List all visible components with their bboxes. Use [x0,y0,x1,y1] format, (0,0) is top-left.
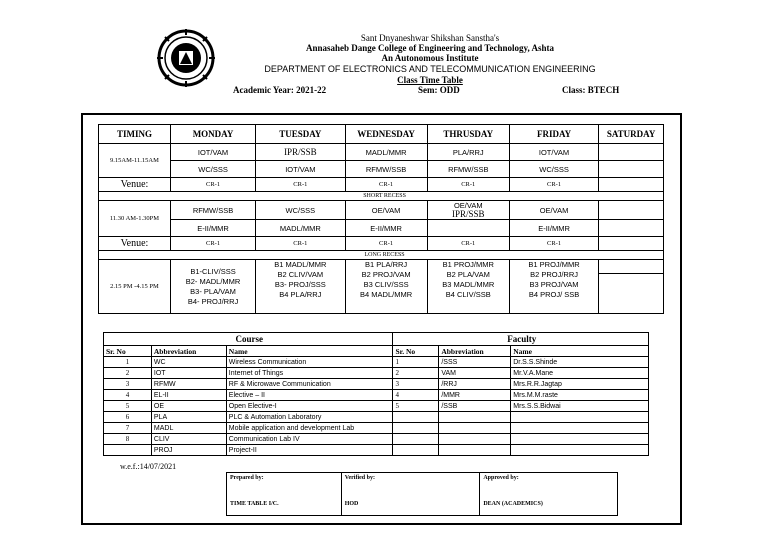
cell [599,144,664,161]
table-row [104,368,649,379]
cell-line: B3 PROJ/VAM [529,280,579,289]
venue-row-2 [99,237,664,251]
cell-line: B1 PROJ/MMR [528,260,580,269]
col-faculty-sr-no: Sr. No [393,346,439,357]
cell: OE/VAM [345,201,427,220]
cell: Elective – II [226,390,393,401]
slot2-row-a [99,201,664,220]
slot1-time: 9.15AM-11.15AM [99,144,171,178]
cell-thursday-lab [427,260,509,314]
cell: WC/SSS [256,201,345,220]
col-sr-no: Sr. No [104,346,152,357]
cell: PROJ [151,445,226,456]
cell: IOT/VAM [509,144,598,161]
verified-by-role: HOD [344,501,359,507]
cell: 5 [393,401,439,412]
cell: Wireless Communication [226,357,393,368]
prepared-by-cell [227,473,342,516]
cell [599,161,664,178]
long-recess-label: LONG RECESS [170,251,598,260]
semester: Sem: ODD [418,85,460,95]
class-label: Class: BTECH [562,85,620,95]
cell [439,412,511,423]
col-header-saturday: SATURDAY [599,125,664,144]
cell-monday-lab [170,260,255,314]
cell-tuesday-lab [256,260,345,314]
cell: MADL/MMR [345,144,427,161]
cell [599,237,664,251]
slot1-row-a [99,144,664,161]
cell: CR-1 [256,178,345,192]
faculty-title: Faculty [393,333,649,346]
cell: 1 [104,357,152,368]
cell: IOT [151,368,226,379]
cell: /MMR [439,390,511,401]
cell: /SSS [439,357,511,368]
verified-by-cell [341,473,480,516]
cell-line: B2- MADL/MMR [185,276,241,286]
cell-line: B3 MADL/MMR [442,280,495,289]
cell [427,220,509,237]
cell: CR-1 [170,237,255,251]
cell-line: B4 PROJ/ SSB [528,290,580,299]
cell: CR-1 [509,178,598,192]
cell: Mr.V.A.Mane [511,368,649,379]
cell: PLA [151,412,226,423]
col-header-monday: MONDAY [170,125,255,144]
cell: RF & Microwave Communication [226,379,393,390]
cell [393,423,439,434]
cell [393,412,439,423]
cell: OE [151,401,226,412]
cell: CR-1 [427,237,509,251]
cell: 5 [104,401,152,412]
group-header-row [104,333,649,346]
cell-line: OE/VAM [453,201,483,210]
cell-wednesday-lab [345,260,427,314]
col-faculty-name: Name [511,346,649,357]
cell: 7 [104,423,152,434]
cell [511,434,649,445]
cell: RFMW/SSB [345,161,427,178]
slot2-time: 11.30 AM-1.30PM [99,201,171,237]
table-row [104,357,649,368]
slot1-row-b [99,161,664,178]
cell-line: B4 CLIV/SSB [445,290,491,299]
cell-line: B3 CLIV/SSS [363,280,409,289]
timetable-header-row [99,125,664,144]
cell-line: IPR/SSB [452,209,485,219]
cell: IOT/VAM [256,161,345,178]
slot3-time: 2.15 PM -4.15 PM [99,260,171,314]
table-row [104,412,649,423]
cell [393,445,439,456]
cell: 1 [393,357,439,368]
cell: /SSB [439,401,511,412]
table-row [104,445,649,456]
cell: /RRJ [439,379,511,390]
cell-line: B3- PLA/VAM [190,286,236,296]
cell: Communication Lab IV [226,434,393,445]
col-header-tuesday: TUESDAY [256,125,345,144]
cell: EL-II [151,390,226,401]
timetable-grid [98,124,664,314]
cell-line: B4- PROJ/RRJ [187,296,239,306]
cell-line: B2 PLA/VAM [446,270,490,279]
cell [393,434,439,445]
cell: E-II/MMR [509,220,598,237]
cell: Project-II [226,445,393,456]
cell: Mrs.M.M.raste [511,390,649,401]
cell [439,434,511,445]
cell: RFMW/SSB [427,161,509,178]
col-header-friday: FRIDAY [509,125,598,144]
cell [439,445,511,456]
cell: MADL [151,423,226,434]
cell: CR-1 [256,237,345,251]
cell: IPR/SSB [256,144,345,161]
cell: PLC & Automation Laboratory [226,412,393,423]
cell: PLA/RRJ [427,144,509,161]
cell-line: B4 PLA/RRJ [279,290,322,299]
cell: IOT/VAM [170,144,255,161]
col-name: Name [226,346,393,357]
cell: 2 [393,368,439,379]
col-faculty-abbreviation: Abbreviation [439,346,511,357]
cell: Internet of Things [226,368,393,379]
college-name: Annasaheb Dange College of Engineering and Technology, Ashta [305,43,555,53]
table-row [104,390,649,401]
signature-row [227,473,618,516]
approved-by-label: Approved by: [483,475,519,481]
venue-label: Venue: [99,237,171,251]
cell [511,412,649,423]
effective-date: w.e.f.:14/07/2021 [120,462,177,471]
cell: RFMW [151,379,226,390]
approved-by-role: DEAN (ACADEMICS) [483,501,543,507]
column-header-row [104,346,649,357]
cell [599,178,664,192]
cell: MADL/MMR [256,220,345,237]
cell: 3 [104,379,152,390]
venue-label: Venue: [99,178,171,192]
autonomous-label: An Autonomous Institute [381,53,479,63]
cell [439,423,511,434]
cell: 2 [104,368,152,379]
department-name: DEPARTMENT OF ELECTRONICS AND TELECOMMUNICATION ENGINEERING [264,64,596,74]
cell-line: B1 PROJ/MMR [442,260,494,269]
verified-by-label: Verified by: [344,475,375,481]
col-header-wednesday: WEDNESDAY [345,125,427,144]
approved-by-cell [480,473,618,516]
cell-line: B1-CLIV/SSS [190,266,236,276]
college-emblem-logo [156,28,216,88]
table-row [104,401,649,412]
cell: WC/SSS [170,161,255,178]
cell-friday-lab [509,260,598,314]
cell: 4 [393,390,439,401]
cell: WC [151,357,226,368]
col-header-thursday: THRUSDAY [427,125,509,144]
cell: 6 [104,412,152,423]
prepared-by-label: Prepared by: [230,475,264,481]
cell: E-II/MMR [345,220,427,237]
cell: CR-1 [170,178,255,192]
cell [511,423,649,434]
cell-line: B1 MADL/MMR [274,260,327,269]
cell [599,201,664,220]
short-recess-label: SHORT RECESS [170,192,598,201]
cell: Mrs.R.R.Jagtap [511,379,649,390]
cell: Dr.S.S.Shinde [511,357,649,368]
cell: WC/SSS [509,161,598,178]
cell-line: B2 PROJ/RRJ [530,270,578,279]
col-abbreviation: Abbreviation [151,346,226,357]
short-recess-row [99,192,664,201]
cell-line: B2 CLIV/VAM [277,270,324,279]
cell: CLIV [151,434,226,445]
cell: E-II/MMR [170,220,255,237]
signature-table [226,472,618,516]
cell: RFMW/SSB [170,201,255,220]
cell: CR-1 [345,178,427,192]
table-row [104,434,649,445]
cell: 3 [393,379,439,390]
cell [427,201,509,220]
long-recess-row [99,251,664,260]
slot2-row-b [99,220,664,237]
cell-saturday-lab [599,260,664,314]
cell: CR-1 [345,237,427,251]
course-faculty-table [103,332,649,456]
cell: Mobile application and development Lab [226,423,393,434]
cell: 8 [104,434,152,445]
cell: OE/VAM [509,201,598,220]
course-title: Course [104,333,393,346]
cell [104,445,152,456]
cell-line: B1 PLA/RRJ [365,260,408,269]
table-row [104,423,649,434]
cell: Open Elective-I [226,401,393,412]
slot3-row [99,260,664,314]
cell: CR-1 [509,237,598,251]
timetable-title: Class Time Table [397,75,463,85]
prepared-by-role: TIME TABLE I/C. [230,501,279,507]
academic-year: Academic Year: 2021-22 [233,85,327,95]
cell: 4 [104,390,152,401]
cell-line: B2 PROJ/VAM [361,270,411,279]
cell: CR-1 [427,178,509,192]
cell-line: B4 MADL/MMR [360,290,413,299]
cell [511,445,649,456]
col-header-timing: TIMING [99,125,171,144]
cell-line: B3- PROJ/SSS [274,280,326,289]
table-row [104,379,649,390]
cell [599,220,664,237]
cell: VAM [439,368,511,379]
sanstha-name: Sant Dnyaneshwar Shikshan Sanstha's [360,33,500,43]
venue-row-1 [99,178,664,192]
cell: Mrs.S.S.Bidwai [511,401,649,412]
